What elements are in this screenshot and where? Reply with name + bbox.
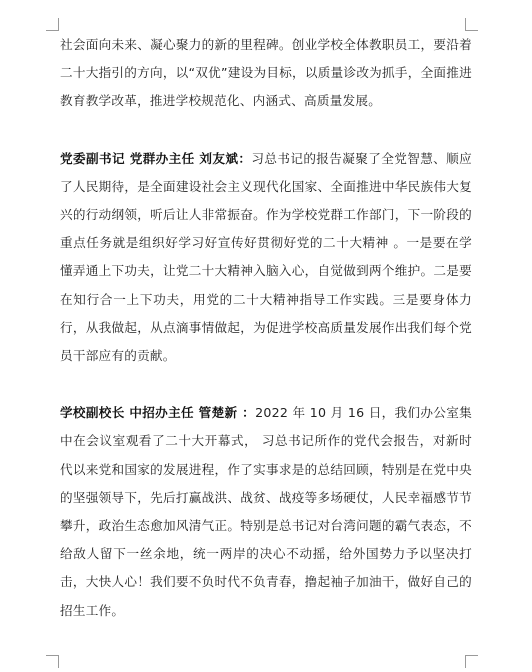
paragraph-speaker-liu: [60, 145, 472, 371]
paragraph-text: 2022 年 10 月 16 日，我们办公室集中在会议室观看了二十大开幕式， 习总书记所作的党代会报告，对新时代以来党和国家的发展进程，作了实事求是的总结回顾，特别是在党中央的坚强领导下，先后打赢战洪、战贫、战疫等多场硬仗，人民幸福感节节攀升，政治生态愈加风清气正。特别是总书记对台湾问题的霸气表态，不给敌人留下一丝余地，统一两岸的决心不动摇，给外国势力予以坚决打击，大快人心！我们要不负时代不负青春，撸起袖子加油干，做好自己的招生工作。: [60, 405, 472, 618]
paragraph-text: 习总书记的报告凝聚了全党智慧、顺应了人民期待，是全面建设社会主义现代化国家、全面推进中华民族伟大复兴的行动纲领，听后让人非常振奋。作为学校党群工作部门，下一阶段的重点任务就是组织好学习好宣传好贯彻好党的二十大精神 。一是要在学懂弄通上下功夫，让党二十大精神入脑入心，自觉做到两个维护。二是要在知行合一上下功夫，用党的二十大精神指导工作实践。三是要身体力行，从我做起，从点滴事情做起，为促进学校高质量发展作出我们每个党员干部应有的贡献。: [60, 150, 472, 364]
page-body: [60, 31, 472, 625]
page-corner-mark-top-left: [46, 18, 59, 31]
speaker-name: 学校副校长 中招办主任 管楚新 ：: [60, 405, 256, 421]
paragraph-speaker-guan: [60, 399, 472, 625]
page-corner-mark-bottom-right: [465, 655, 478, 668]
page-corner-mark-top-right: [465, 18, 478, 31]
speaker-name: 党委副书记 党群办主任 刘友斌：: [60, 150, 252, 166]
paragraph-intro: [60, 31, 472, 116]
paragraph-text: 社会面向未来、凝心聚力的新的里程碑。创业学校全体教职员工，要沿着二十大指引的方向，以“双优”建设为目标，以质量诊改为抓手，全面推进教育教学改革，推进学校规范化、内涵式、高质量发展。: [60, 37, 472, 109]
page-corner-mark-bottom-left: [46, 655, 59, 668]
